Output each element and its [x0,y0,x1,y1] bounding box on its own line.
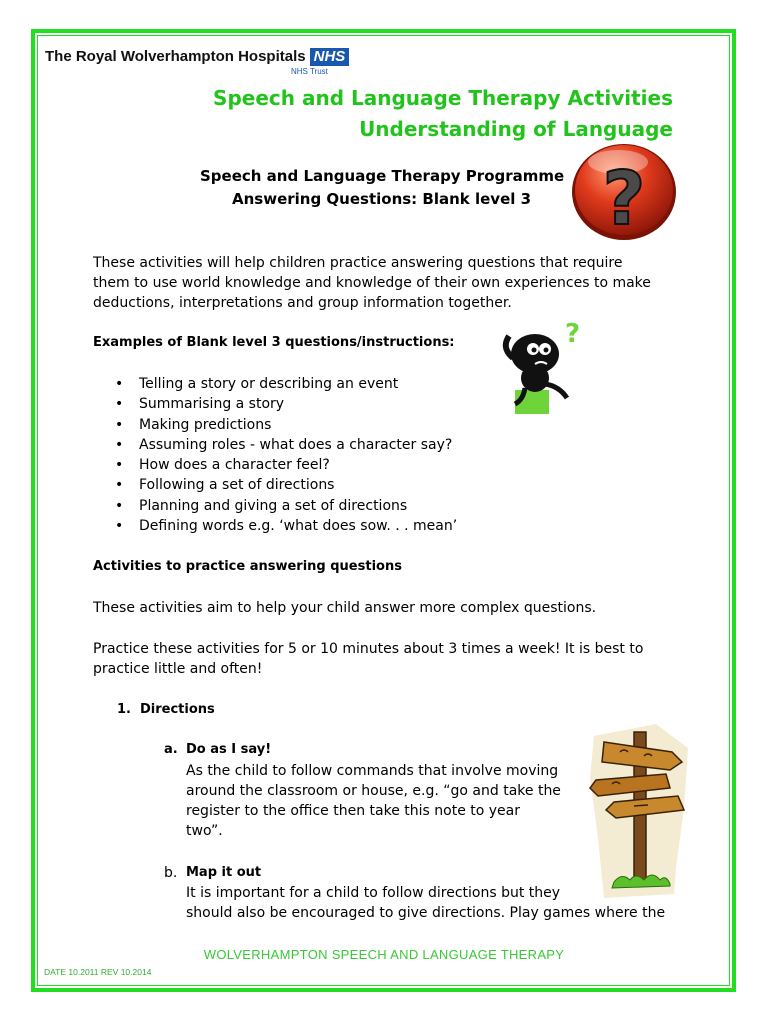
item-b-line-1: It is important for a child to follow directions but they [186,885,561,901]
item-a-line-1: As the child to follow commands that involve moving [186,763,559,779]
practice-line-1: Practice these activities for 5 or 10 minutes about 3 times a week! It is best to [93,641,644,657]
footer-text: WOLVERHAMPTON SPEECH AND LANGUAGE THERAPY [203,947,565,962]
practice-line-2: practice little and often! [93,661,263,677]
item-a-marker: a. [164,742,178,757]
activities-heading: Activities to practice answering questions [93,559,402,574]
list-item: • Making predictions [93,415,457,435]
examples-list [93,374,457,536]
list-item: • Telling a story or describing an event [93,374,457,394]
svg-text:?: ? [565,319,581,349]
intro-line-2: them to use world knowledge and knowledge of their own experiences to make [93,275,651,291]
examples-heading: Examples of Blank level 3 questions/instructions: [93,335,455,350]
footer-date: DATE 10.2011 REV 10.2014 [44,967,152,977]
section-1-number: 1. [117,702,131,717]
item-a-line-2: around the classroom or house, e.g. “go and take the [186,783,561,799]
item-b-title: Map it out [186,865,262,880]
list-item: • Defining words e.g. ‘what does sow. . . mean’ [93,516,457,536]
programme-title: Speech and Language Therapy Programme [200,167,565,185]
nhs-trust-label: NHS Trust [291,67,328,76]
title-line-2: Understanding of Language [359,117,673,141]
nhs-logo: NHS [310,48,350,66]
list-item: • Following a set of directions [93,475,457,495]
item-a-title: Do as I say! [186,742,272,757]
list-item: • Planning and giving a set of directions [93,496,457,516]
list-item: • Assuming roles - what does a character say? [93,435,457,455]
title-line-1: Speech and Language Therapy Activities [213,86,673,110]
item-a-line-4: two”. [186,823,223,839]
list-item: • How does a character feel? [93,455,457,475]
item-a-line-3: register to the office then take this note to year [186,803,520,819]
thinking-figure-icon [495,318,587,418]
section-1-title: Directions [140,702,215,717]
list-item: • Summarising a story [93,394,457,414]
signpost-icon [584,718,696,902]
item-b-marker: b. [164,865,178,881]
programme-subtitle: Answering Questions: Blank level 3 [232,190,532,208]
hospital-logo [45,48,349,76]
intro-line-3: deductions, interpretations and group information together. [93,295,512,311]
activities-aim: These activities aim to help your child answer more complex questions. [93,600,597,616]
question-mark-button-icon [570,140,678,242]
item-b-line-2: should also be encouraged to give directions. Play games where the [186,905,666,921]
intro-line-1: These activities will help children practice answering questions that require [93,255,623,271]
svg-text:?: ? [602,156,646,242]
org-name: The Royal Wolverhampton Hospitals [45,48,306,65]
